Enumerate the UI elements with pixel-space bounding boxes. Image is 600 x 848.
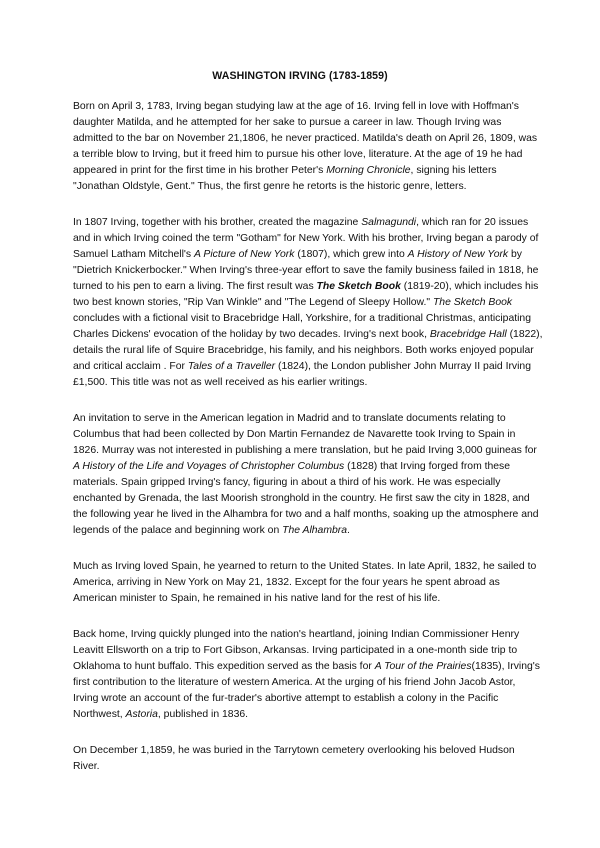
document-body	[73, 99, 543, 795]
paragraph-early-life	[73, 99, 543, 195]
bold-italic-title: The Sketch Book	[316, 281, 401, 292]
paragraph-text: Back home, Irving quickly plunged into the nation's heartland, joining Indian Commissioner Henry Leavitt Ellsworth on a trip to Fort Gibson, Arkansas. Irving participated in a one-month side trip to Oklahoma to hunt buffalo. This expedition served as the basis for	[73, 629, 520, 672]
italic-title: A History of the Life and Voyages of Christopher Columbus	[73, 461, 345, 472]
document-title: WASHINGTON IRVING (1783-1859)	[212, 70, 388, 82]
paragraph-text: On December 1,1859, he was buried in the Tarrytown cemetery overlooking his beloved Hudson River.	[73, 745, 515, 772]
paragraph-text: concludes with a fictional visit to Bracebridge Hall, Yorkshire, for a traditional Christmas, anticipating Charles Dickens' evocation of the holiday by two decades. Irving's next book,	[73, 313, 531, 340]
paragraph-text: (1824), the London publisher John Murray II paid Irving £1,500. This title was not as well received as his earlier writings.	[73, 361, 531, 388]
paragraph-text: (1828) that Irving forged from these materials. Spain gripped Irving's fancy, figuring in about a third of his work. He was especially enchanted by Grenada, the last Moorish stronghold in the country. He first saw the city in 1828, and the following year he lived in the Alhambra for two and a half months, soaking up the atmosphere and legends of the palace and beginning work on	[73, 461, 539, 536]
italic-title: Bracebridge Hall	[429, 329, 507, 340]
italic-title: The Alhambra	[282, 525, 348, 536]
paragraph-text: , signing his letters "Jonathan Oldstyle, Gent." Thus, the first genre he retorts is the historic genre, letters.	[73, 165, 497, 192]
paragraph-text: In 1807 Irving, together with his brother, created the magazine	[73, 217, 362, 228]
paragraph-back-home	[73, 627, 543, 723]
paragraph-text: Born on April 3, 1783, Irving began studying law at the age of 16. Irving fell in love with Hoffman's daughter Matilda, and he attempted for her sake to pursue a career in law. Though Irving was admitted to the bar on November 21,1806, he never practiced. Matilda's death on April 26, 1809, was a terrible blow to Irving, but it freed him to pursue his other love, literature. At the age of 19 he had appeared in print for the first time in his brother Peter's	[73, 101, 538, 176]
paragraph-text: (1819-20), which includes his two best known stories, "Rip Van Winkle" and "The Legend of Sleepy Hollow."	[73, 281, 539, 308]
paragraph-text: by "Dietrich Knickerbocker." When Irving's three-year effort to save the family business failed in 1818, he turned to his pen to earn a living. The first result was	[73, 249, 539, 292]
italic-title: The Sketch Book	[432, 297, 513, 308]
paragraph-return	[73, 559, 543, 607]
paragraph-literary-career	[73, 215, 543, 391]
paragraph-text: (1807), which grew into	[294, 249, 408, 260]
italic-title: A Tour of the Prairies	[374, 661, 472, 672]
italic-title: A Picture of New York	[193, 249, 295, 260]
paragraph-text: An invitation to serve in the American legation in Madrid and to translate documents relating to Columbus that had been collected by Don Martin Fernandez de Navarette took Irving to Spain in 1826. Murray was not interested in publishing a mere translation, but he paid Irving 3,000 guineas for	[73, 413, 537, 456]
paragraph-text: .	[347, 525, 350, 536]
italic-title: Morning Chronicle	[326, 165, 411, 176]
paragraph-text: (1835), Irving's first contribution to the literature of western America. At the urging of his friend John Jacob Astor, Irving wrote an account of the fur-trader's abortive attempt to establish a colony in the Pacific Northwest,	[73, 661, 540, 720]
italic-title: Astoria	[125, 709, 158, 720]
paragraph-text: , published in 1836.	[157, 709, 249, 720]
paragraph-death	[73, 743, 543, 775]
italic-title: Tales of a Traveller	[187, 361, 276, 372]
paragraph-text: Much as Irving loved Spain, he yearned to return to the United States. In late April, 1832, he sailed to America, arriving in New York on May 21, 1832. Except for the four years he spent abroad as American minister to Spain, he remained in his native land for the rest of his life.	[73, 561, 537, 604]
paragraph-spain	[73, 411, 543, 539]
paragraph-text: , which ran for 20 issues and in which Irving coined the term "Gotham" for New York. With his brother, Irving began a parody of Samuel Latham Mitchell's	[73, 217, 539, 260]
italic-title: Salmagundi	[361, 217, 417, 228]
italic-title: A History of New York	[407, 249, 509, 260]
paragraph-text: (1822), details the rural life of Squire Bracebridge, his family, and his neighbors. Both works enjoyed popular and critical acclaim . For	[73, 329, 543, 372]
